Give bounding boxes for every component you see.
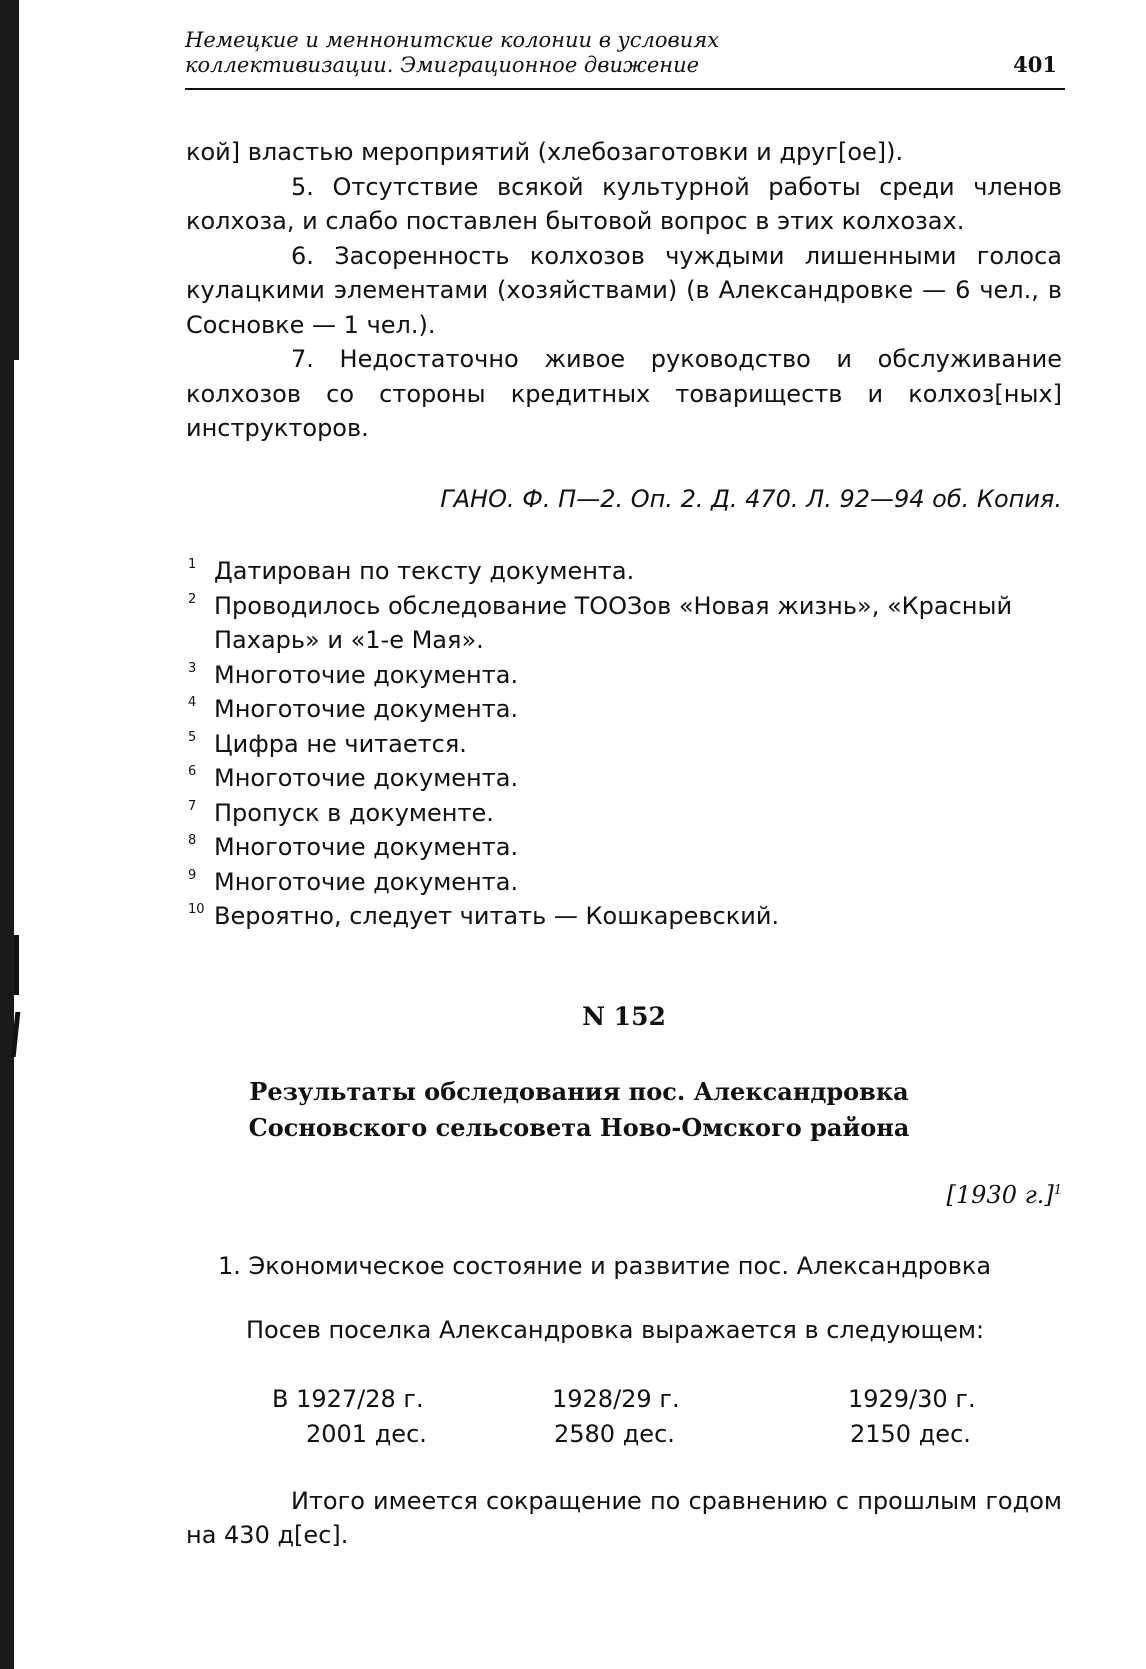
footnote-text: Многоточие документа.: [214, 695, 519, 723]
running-title-line-2: коллективизации. Эмиграционное движение: [185, 53, 700, 77]
footnote-text: Многоточие документа.: [214, 867, 519, 896]
sowing-column: [552, 1382, 848, 1452]
section-heading: 1. Экономическое состояние и развитие пос. Александровка: [218, 1251, 992, 1280]
sowing-year: В 1927/28 г.: [272, 1384, 424, 1413]
footnote-number: 6: [188, 764, 197, 779]
footnote-text: Многоточие документа.: [214, 764, 519, 792]
footnote-text: Многоточие документа.: [214, 660, 519, 689]
footnote-number: 3: [188, 660, 197, 676]
footnote-number: 8: [188, 833, 197, 848]
scan-border-inner: [14, 0, 19, 360]
document-title-line-1: Результаты обследования пос. Александровка: [249, 1077, 909, 1106]
sowing-column: [272, 1382, 552, 1452]
archive-source: ГАНО. Ф. П—2. Оп. 2. Д. 470. Л. 92—94 об. Копия.: [440, 484, 1062, 513]
running-title-line-1: Немецкие и меннонитские колонии в условиях: [185, 28, 720, 52]
footnote: [186, 830, 1062, 865]
footnote: [186, 761, 1062, 796]
sowing-value: 2580 дес.: [554, 1419, 675, 1448]
footnote-text: Вероятно, следует читать — Кошкаревский.: [214, 902, 780, 930]
footnote-text: Многоточие документа.: [214, 833, 519, 861]
list-item-5: 5. Отсутствие всякой культурной работы среди членов колхоза, и слабо поставлен бытовой вопрос в этих колхозах.: [186, 172, 1062, 235]
document-title-line-2: Сосновского сельсовета Ново-Омского района: [248, 1113, 910, 1142]
footnote-text: Датирован по тексту документа.: [214, 557, 635, 585]
sowing-year: 1929/30 г.: [848, 1384, 976, 1413]
footnote: [186, 658, 1062, 693]
footnote: [186, 727, 1062, 762]
footnote: [186, 589, 1062, 658]
footnote: [186, 692, 1062, 727]
sowing-value: 2001 дес.: [306, 1419, 427, 1448]
footnote-number: 5: [188, 729, 197, 745]
footnote-text: Пропуск в документе.: [214, 798, 494, 827]
summary-text: Итого имеется сокращение по сравнению с прошлым годом на 430 д[ес].: [186, 1486, 1062, 1549]
list-item-7: 7. Недостаточно живое руководство и обслуживание колхозов со стороны кредитных товариществ и колхоз[ных] инструкторов.: [186, 345, 1062, 442]
footnote: [186, 865, 1062, 900]
sowing-year: 1928/29 г.: [552, 1384, 680, 1413]
document-number: N 152: [582, 1001, 666, 1031]
footnotes: [186, 554, 1062, 934]
continuation-text: кой] властью мероприятий (хлебозаготовки и друг[ое]).: [186, 138, 904, 166]
sowing-column: [848, 1382, 1108, 1452]
document-date-text: [1930 г.]: [946, 1181, 1054, 1209]
sowing-value: 2150 дес.: [850, 1419, 971, 1448]
footnote: [186, 899, 1062, 934]
footnote-text: Проводилось обследование ТООЗов «Новая жизнь», «Красный Пахарь» и «1-е Мая».: [214, 591, 1013, 654]
footnote-number: 10: [188, 902, 205, 917]
footnote: [186, 796, 1062, 831]
footnote-number: 4: [188, 695, 197, 710]
sowing-intro: Посев поселка Александровка выражается в следующем:: [246, 1316, 985, 1344]
sowing-table: [186, 1382, 1062, 1452]
document-date-footnote: 1: [1053, 1183, 1062, 1198]
document-date: [186, 1174, 1062, 1213]
footnote: [186, 554, 1062, 589]
footnote-number: 2: [188, 591, 197, 607]
footnote-number: 9: [188, 867, 197, 883]
page-number: 401: [1013, 52, 1057, 77]
running-head: [185, 28, 1065, 90]
footnote-number: 1: [188, 557, 197, 572]
page-content: [186, 135, 1062, 1553]
margin-mark: [14, 935, 19, 995]
list-item-6: 6. Засоренность колхозов чуждыми лишенными голоса кулацкими элементами (хозяйствами) (в Александровке — 6 чел., в Сосновке — 1 чел.).: [186, 241, 1062, 339]
footnote-number: 7: [188, 798, 197, 814]
footnote-text: Цифра не читается.: [214, 729, 467, 758]
scan-border: [0, 0, 14, 1669]
document-title: [186, 1074, 1062, 1146]
